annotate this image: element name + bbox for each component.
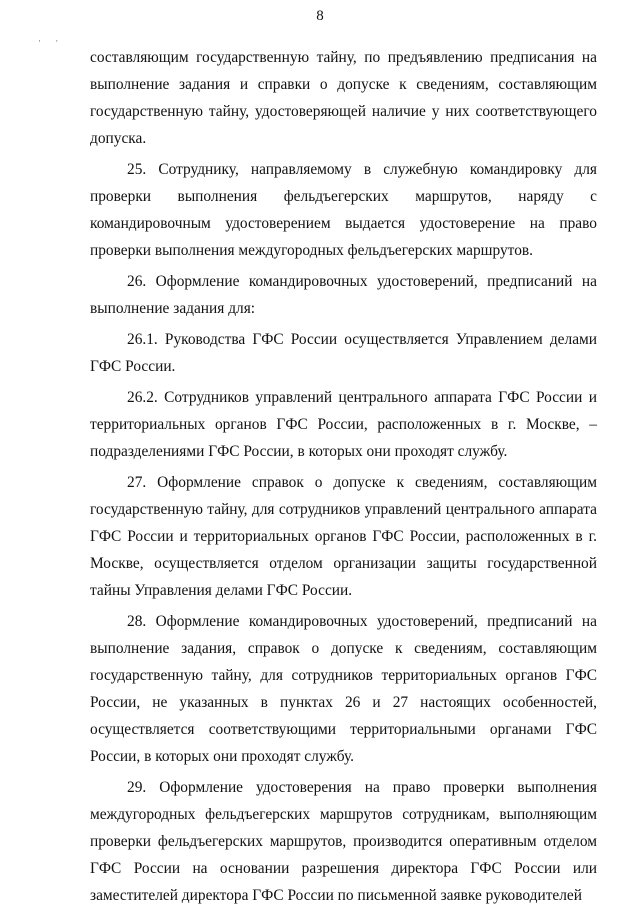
paragraph-29: 29. Оформление удостоверения на право проверки выполнения междугородных фельдъегерских маршрутов сотрудникам, выполняющим проверки фельдъегерских маршрутов, производится оперативным отделом ГФС России на основании разрешения директора ГФС России или заместителей директора ГФС России по письменной заявке руководителей <box>90 779 597 904</box>
paragraph-26: 26. Оформление командировочных удостоверений, предписаний на выполнение задания для: <box>90 273 597 317</box>
paragraph-25: 25. Сотруднику, направляемому в служебную командировку для проверки выполнения фельдъегерских маршрутов, наряду с командировочным удостоверением выдается удостоверение на право проверки выполнения междугородных фельдъегерских маршрутов. <box>90 161 597 259</box>
document-body <box>90 44 597 913</box>
page-number: 8 <box>316 8 324 24</box>
paragraph-26-1: 26.1. Руководства ГФС России осуществляется Управлением делами ГФС России. <box>90 331 597 375</box>
paragraph-27: 27. Оформление справок о допуске к сведениям, составляющим государственную тайну, для сотрудников управлений центрального аппарата ГФС России и территориальных органов ГФС России, расположенных в г. Москве, осуществляется отделом организации защиты государственной тайны Управления делами ГФС России. <box>90 474 597 599</box>
paragraph-26-2: 26.2. Сотрудников управлений центрального аппарата ГФС России и территориальных органов ГФС России, расположенных в г. Москве, – подразделениями ГФС России, в которых они проходят службу. <box>90 389 597 460</box>
paragraph-continuation: составляющим государственную тайну, по предъявлению предписания на выполнение задания и справки о допуске к сведениям, составляющим государственную тайну, удостоверяющей наличие у них соответствующего допуска. <box>90 49 597 147</box>
paragraph-28: 28. Оформление командировочных удостоверений, предписаний на выполнение задания, справок о допуске к сведениям, составляющим государственную тайну, для сотрудников территориальных органов ГФС России, не указанных в пунктах 26 и 27 настоящих особенностей, осуществляется соответствующими территориальными органами ГФС России, в которых они проходят службу. <box>90 613 597 765</box>
scan-mark: · · <box>38 36 65 46</box>
